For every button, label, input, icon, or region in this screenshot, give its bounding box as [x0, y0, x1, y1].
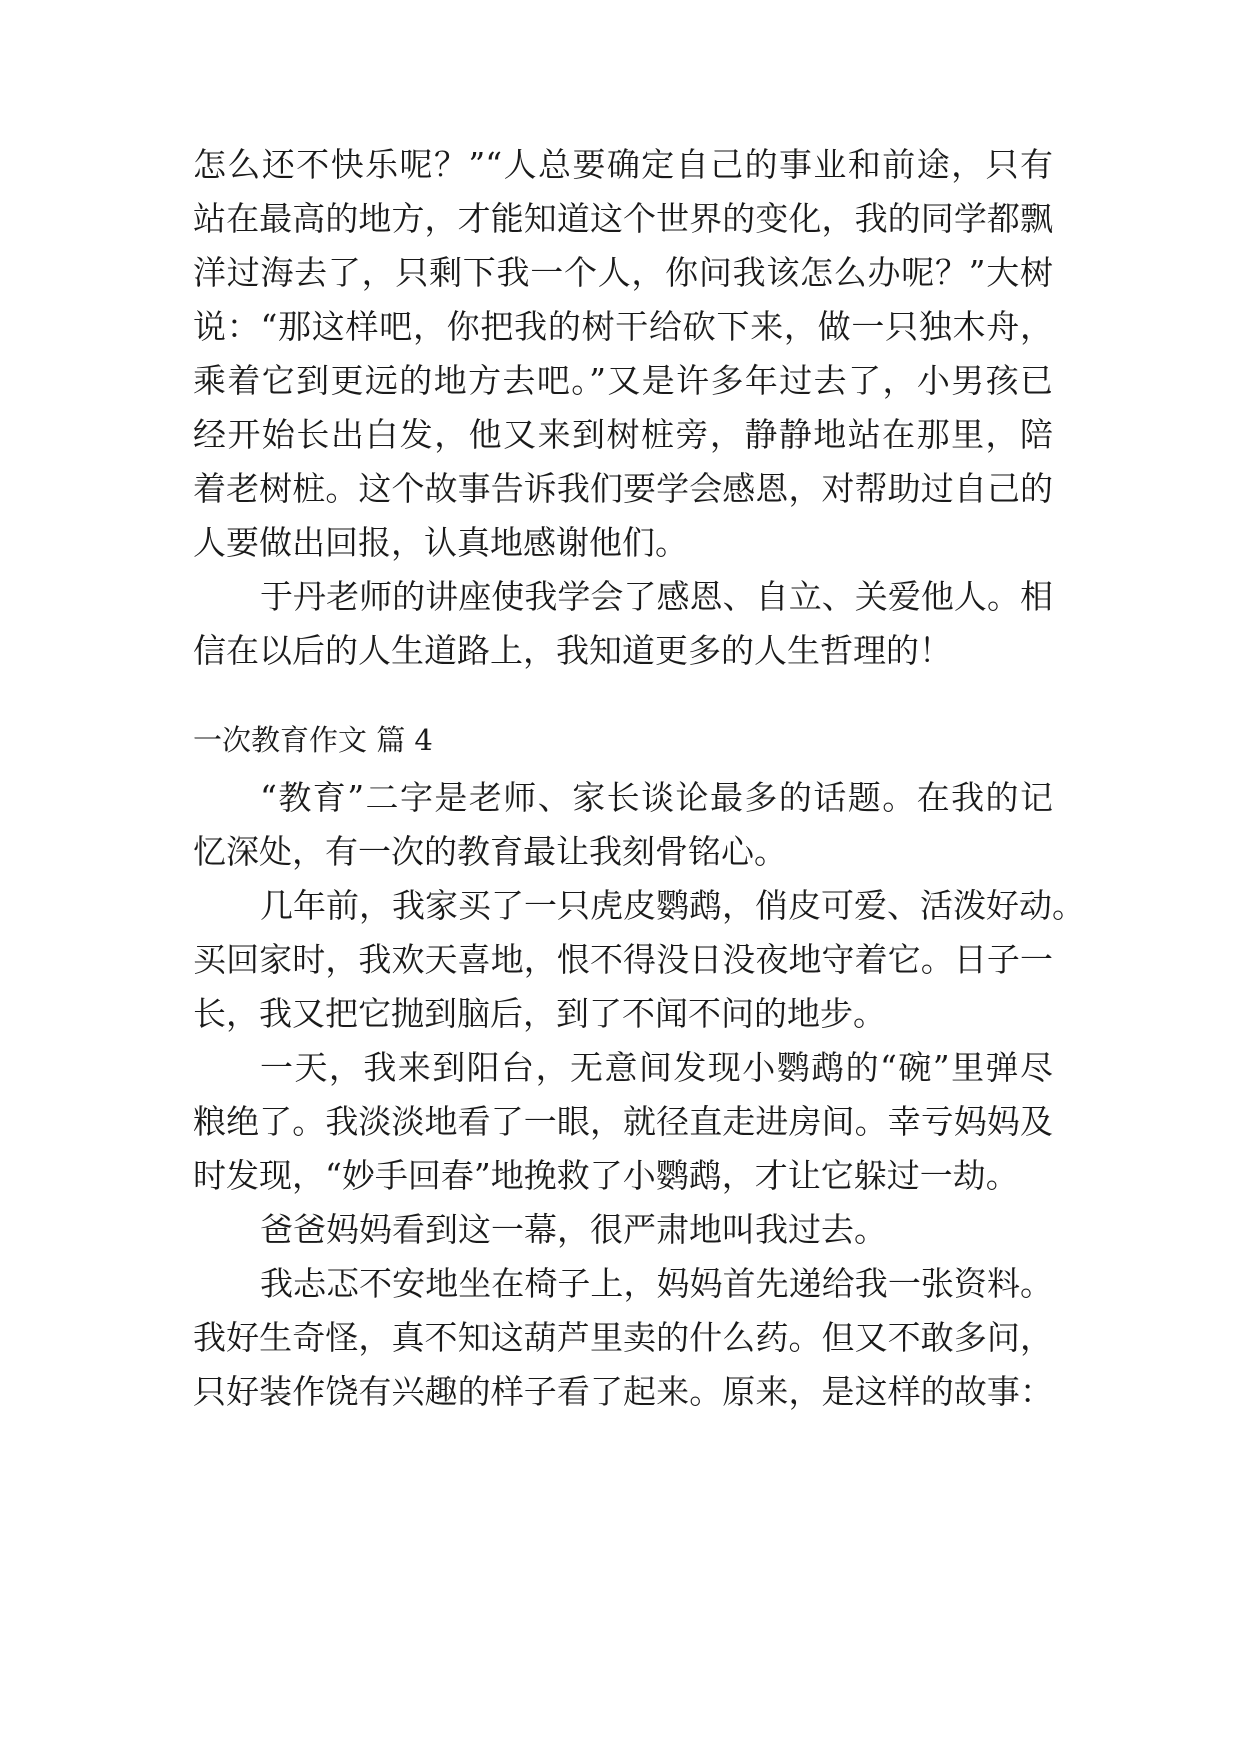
paragraph-line: 人要做出回报，认真地感谢他们。: [193, 523, 688, 562]
paragraph-line: 我好生奇怪，真不知这葫芦里卖的什么药。但又不敢多问，: [193, 1318, 1053, 1357]
paragraph-line: 粮绝了。我淡淡地看了一眼，就径直走进房间。幸亏妈妈及: [193, 1102, 1053, 1141]
paragraph-line: 说：“那这样吧，你把我的树干给砍下来，做一只独木舟，: [193, 307, 1053, 346]
paragraph-line: 买回家时，我欢天喜地，恨不得没日没夜地守着它。日子一: [193, 940, 1053, 979]
paragraph-line: 长，我又把它抛到脑后，到了不闻不问的地步。: [193, 994, 886, 1033]
paragraph-line: “教育”二字是老师、家长谈论最多的话题。在我的记: [260, 778, 1053, 817]
paragraph-line: 爸爸妈妈看到这一幕，很严肃地叫我过去。: [260, 1210, 887, 1249]
paragraph-line: 于丹老师的讲座使我学会了感恩、自立、关爱他人。相: [260, 577, 1053, 616]
paragraph-line: 洋过海去了，只剩下我一个人，你问我该怎么办呢？”大树: [193, 253, 1053, 292]
paragraph-line: 几年前，我家买了一只虎皮鹦鹉，俏皮可爱、活泼好动。: [260, 886, 1085, 925]
paragraph-line: 着老树桩。这个故事告诉我们要学会感恩，对帮助过自己的: [193, 469, 1053, 508]
paragraph-line: 信在以后的人生道路上，我知道更多的人生哲理的！: [193, 631, 952, 670]
paragraph-line: 乘着它到更远的地方去吧。”又是许多年过去了，小男孩已: [193, 361, 1053, 400]
paragraph-line: 忆深处，有一次的教育最让我刻骨铭心。: [193, 832, 787, 871]
paragraph-line: 时发现，“妙手回春”地挽救了小鹦鹉，才让它躲过一劫。: [193, 1156, 1019, 1195]
paragraph-line: 站在最高的地方，才能知道这个世界的变化，我的同学都飘: [193, 199, 1053, 238]
paragraph-line: 怎么还不快乐呢？”“人总要确定自己的事业和前途，只有: [193, 145, 1053, 184]
paragraph-line: 经开始长出白发，他又来到树桩旁，静静地站在那里，陪: [193, 415, 1053, 454]
paragraph-line: 只好装作饶有兴趣的样子看了起来。原来，是这样的故事：: [193, 1372, 1053, 1411]
paragraph-line: 我忐忑不安地坐在椅子上，妈妈首先递给我一张资料。: [260, 1264, 1053, 1303]
paragraph-line: 一天，我来到阳台，无意间发现小鹦鹉的“碗”里弹尽: [260, 1048, 1053, 1087]
section-heading: 一次教育作文 篇 4: [193, 723, 433, 757]
